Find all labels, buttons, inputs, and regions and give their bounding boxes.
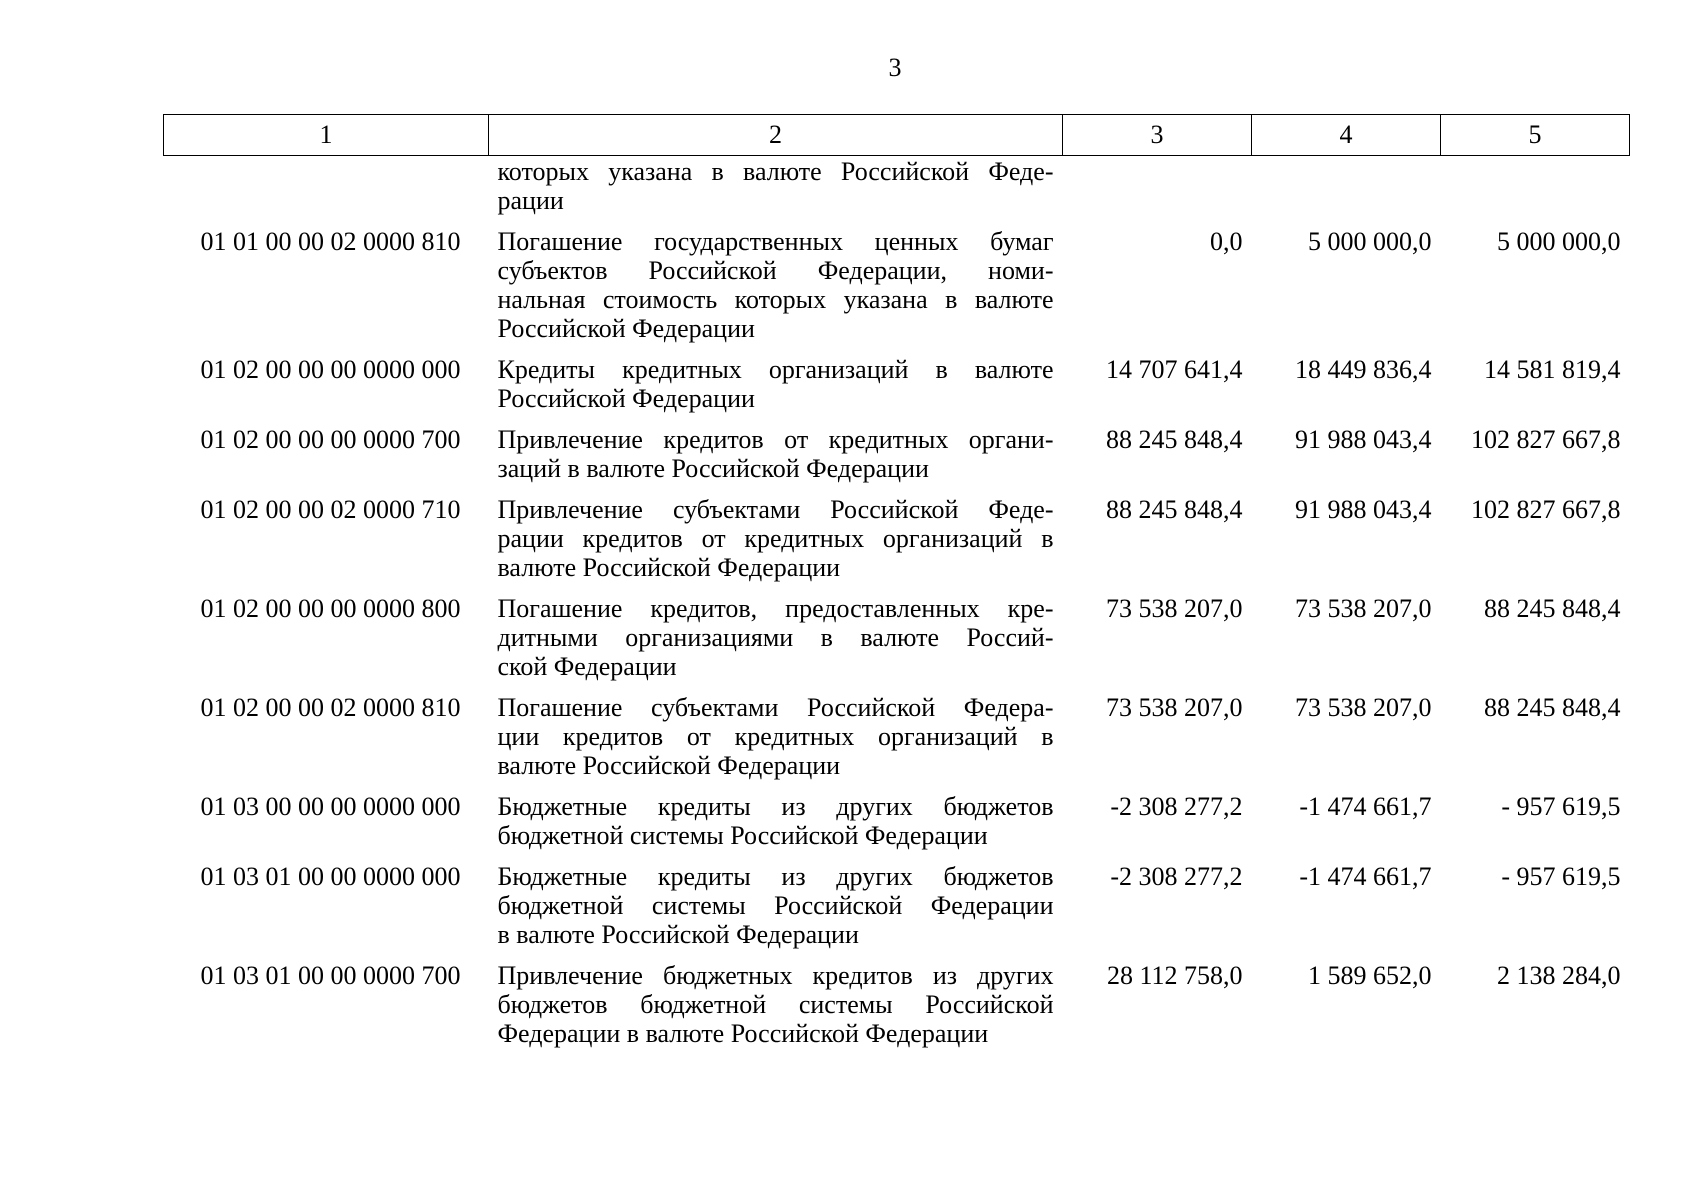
row-value-col-3: -2 308 277,2 xyxy=(1110,792,1243,821)
row-code xyxy=(164,156,489,228)
description-line: рации xyxy=(497,186,564,215)
description-line: бюджетов бюджетной системы Российской xyxy=(497,990,1054,1019)
description-line: которых указана в валюте Российской Феде- xyxy=(497,157,1054,186)
row-value-col-5: - 957 619,5 xyxy=(1501,792,1621,821)
header-col-2: 2 xyxy=(489,115,1063,156)
row-value-col-4: 91 988 043,4 xyxy=(1295,495,1432,524)
table-row xyxy=(164,792,1630,862)
row-value-col-5: 102 827 667,8 xyxy=(1471,495,1621,524)
row-value-col-4: 5 000 000,0 xyxy=(1308,227,1432,256)
row-value-col-5: 88 245 848,4 xyxy=(1484,693,1621,722)
description-line: заций в валюте Российской Федерации xyxy=(497,454,929,483)
description-line: в валюте Российской Федерации xyxy=(497,920,859,949)
row-description xyxy=(489,495,1063,594)
description-line: Привлечение субъектами Российской Феде- xyxy=(497,495,1054,524)
row-description xyxy=(489,355,1063,425)
description-line: ской Федерации xyxy=(497,652,677,681)
budget-sources-table xyxy=(163,114,1630,1060)
description-line: Привлечение кредитов от кредитных органи- xyxy=(497,425,1054,454)
table-row xyxy=(164,862,1630,961)
table-row xyxy=(164,693,1630,792)
description-line: валюте Российской Федерации xyxy=(497,553,841,582)
row-code: 01 02 00 00 02 0000 810 xyxy=(200,693,461,722)
table-row xyxy=(164,961,1630,1060)
table-row xyxy=(164,594,1630,693)
description-line: бюджетной системы Российской Федерации xyxy=(497,891,1054,920)
table-row xyxy=(164,227,1630,355)
row-code: 01 02 00 00 00 0000 000 xyxy=(200,355,461,384)
table-header xyxy=(164,115,1630,156)
row-code: 01 03 01 00 00 0000 000 xyxy=(200,862,461,891)
row-description xyxy=(489,227,1063,355)
row-code: 01 01 00 00 02 0000 810 xyxy=(200,227,461,256)
row-code: 01 03 00 00 00 0000 000 xyxy=(200,792,461,821)
row-value-col-5: - 957 619,5 xyxy=(1501,862,1621,891)
description-line: Российской Федерации xyxy=(497,314,755,343)
table-body xyxy=(164,156,1630,1061)
header-col-5: 5 xyxy=(1441,115,1630,156)
description-line: ции кредитов от кредитных организаций в xyxy=(497,722,1054,751)
row-value-col-5 xyxy=(1441,156,1630,228)
description-line: бюджетной системы Российской Федерации xyxy=(497,821,988,850)
row-value-col-4: 91 988 043,4 xyxy=(1295,425,1432,454)
row-description xyxy=(489,961,1063,1060)
description-line: Федерации в валюте Российской Федерации xyxy=(497,1019,989,1048)
row-value-col-3: -2 308 277,2 xyxy=(1110,862,1243,891)
description-line: Погашение кредитов, предоставленных кре- xyxy=(497,594,1054,623)
row-code: 01 02 00 00 02 0000 710 xyxy=(200,495,461,524)
header-col-4: 4 xyxy=(1252,115,1441,156)
row-value-col-4: 1 589 652,0 xyxy=(1308,961,1432,990)
row-value-col-3: 14 707 641,4 xyxy=(1106,355,1243,384)
row-value-col-5: 102 827 667,8 xyxy=(1471,425,1621,454)
row-value-col-3: 0,0 xyxy=(1210,227,1243,256)
row-value-col-4: 18 449 836,4 xyxy=(1295,355,1432,384)
description-line: Погашение субъектами Российской Федера- xyxy=(497,693,1054,722)
row-code: 01 02 00 00 00 0000 800 xyxy=(200,594,461,623)
description-line: Погашение государственных ценных бумаг xyxy=(497,227,1054,256)
row-description xyxy=(489,862,1063,961)
header-col-3: 3 xyxy=(1063,115,1252,156)
row-value-col-3: 28 112 758,0 xyxy=(1106,961,1243,990)
row-value-col-3 xyxy=(1063,156,1252,228)
row-value-col-3: 88 245 848,4 xyxy=(1106,495,1243,524)
row-value-col-3: 73 538 207,0 xyxy=(1106,693,1243,722)
row-value-col-5: 5 000 000,0 xyxy=(1497,227,1621,256)
description-line: Привлечение бюджетных кредитов из других xyxy=(497,961,1054,990)
row-description xyxy=(489,425,1063,495)
row-value-col-4 xyxy=(1252,156,1441,228)
row-value-col-5: 88 245 848,4 xyxy=(1484,594,1621,623)
table-row xyxy=(164,495,1630,594)
row-description xyxy=(489,693,1063,792)
table-row xyxy=(164,355,1630,425)
table-row xyxy=(164,425,1630,495)
description-line: рации кредитов от кредитных организаций в xyxy=(497,524,1054,553)
row-value-col-4: -1 474 661,7 xyxy=(1299,862,1432,891)
row-value-col-5: 2 138 284,0 xyxy=(1497,961,1621,990)
page-number-text: 3 xyxy=(888,53,902,82)
row-code: 01 03 01 00 00 0000 700 xyxy=(200,961,461,990)
header-col-1: 1 xyxy=(164,115,489,156)
row-value-col-3: 88 245 848,4 xyxy=(1106,425,1243,454)
row-description xyxy=(489,156,1063,228)
row-description xyxy=(489,594,1063,693)
description-line: Бюджетные кредиты из других бюджетов xyxy=(497,862,1054,891)
description-line: Кредиты кредитных организаций в валюте xyxy=(497,355,1054,384)
row-value-col-5: 14 581 819,4 xyxy=(1484,355,1621,384)
description-line: Российской Федерации xyxy=(497,384,755,413)
description-line: валюте Российской Федерации xyxy=(497,751,841,780)
row-value-col-4: 73 538 207,0 xyxy=(1295,594,1432,623)
row-code: 01 02 00 00 00 0000 700 xyxy=(200,425,461,454)
table-row xyxy=(164,156,1630,228)
row-value-col-4: 73 538 207,0 xyxy=(1295,693,1432,722)
row-value-col-4: -1 474 661,7 xyxy=(1299,792,1432,821)
header-row xyxy=(164,115,1630,156)
row-description xyxy=(489,792,1063,862)
description-line: субъектов Российской Федерации, номи- xyxy=(497,256,1054,285)
description-line: Бюджетные кредиты из других бюджетов xyxy=(497,792,1054,821)
description-line: нальная стоимость которых указана в валюте xyxy=(497,285,1054,314)
description-line: дитными организациями в валюте Россий- xyxy=(497,623,1054,652)
row-value-col-3: 73 538 207,0 xyxy=(1106,594,1243,623)
